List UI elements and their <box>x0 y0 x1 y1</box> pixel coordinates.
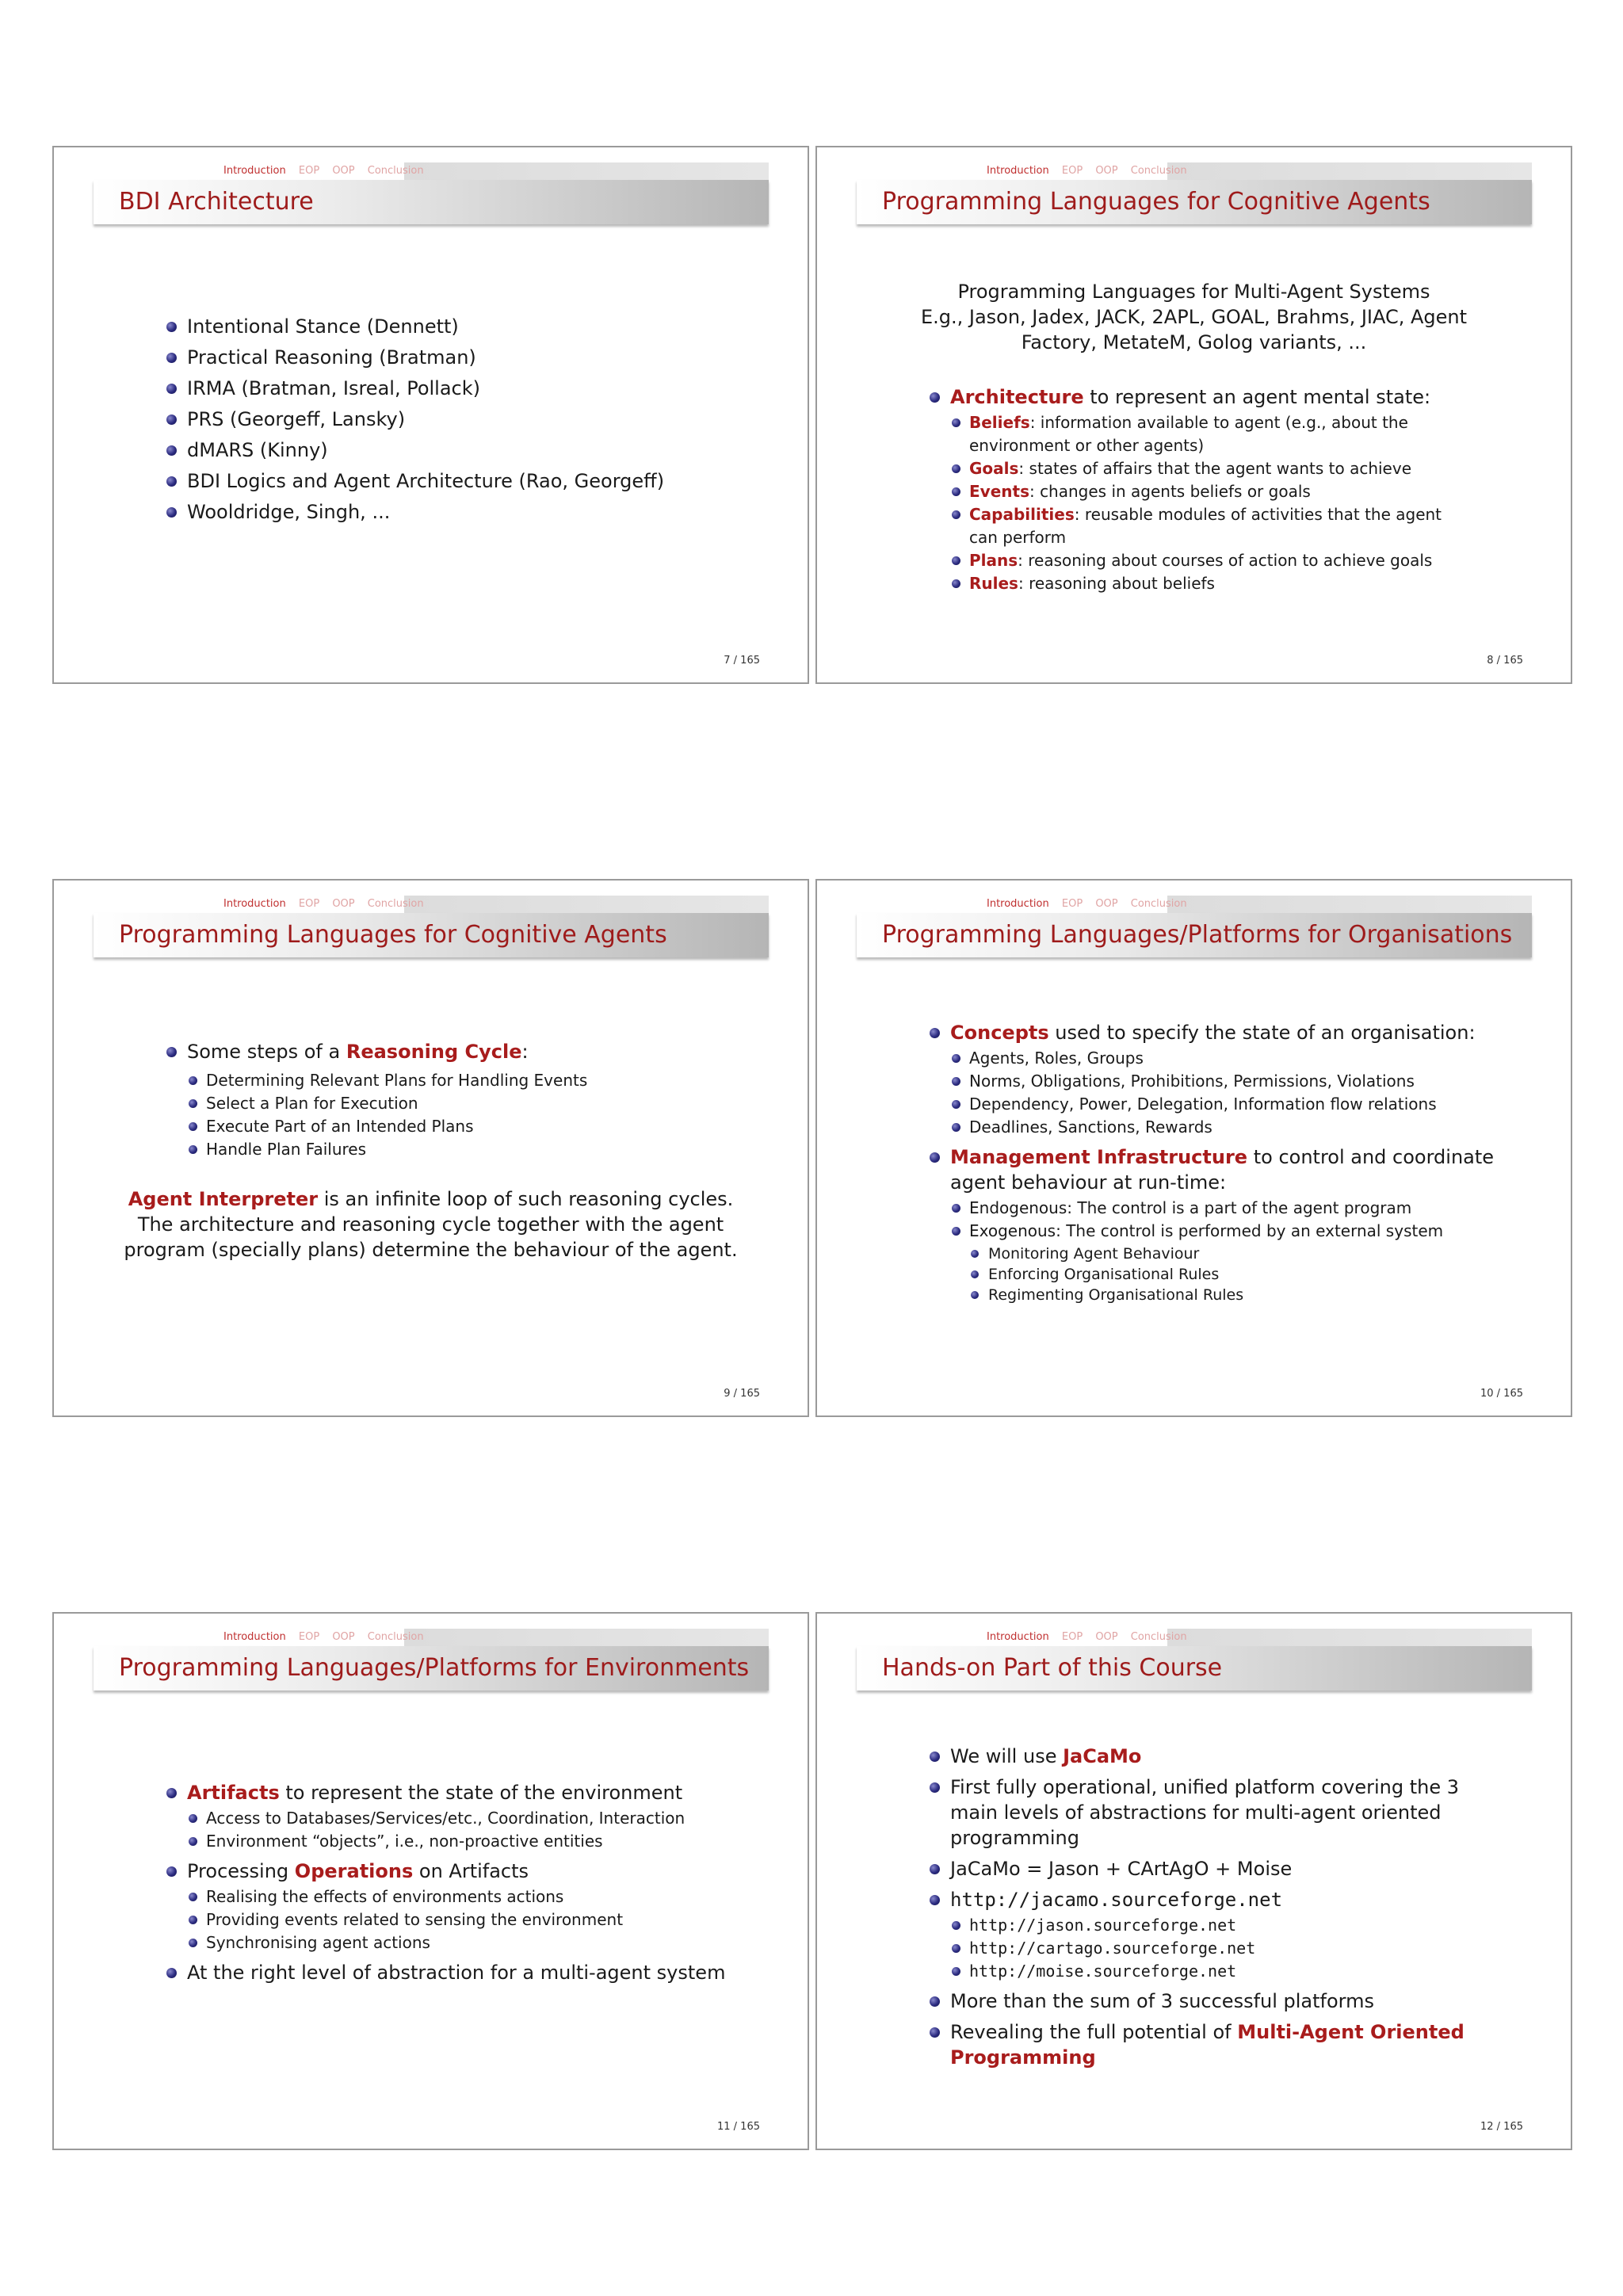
list-item <box>928 1020 1514 1139</box>
item-text: used to specify the state of an organisation: <box>1048 1022 1476 1044</box>
list-item: At the right level of abstraction for a multi-agent system <box>165 1960 767 1985</box>
sub-item <box>950 1937 1483 1960</box>
nav-eop[interactable]: EOP <box>298 898 320 910</box>
bullet-list <box>928 1744 1483 2070</box>
keyword: Rules <box>969 574 1018 593</box>
sub-item: Agents, Roles, Groups <box>950 1047 1514 1070</box>
section-navbar <box>94 896 769 913</box>
sub-item: Realising the effects of environments actions <box>187 1885 767 1908</box>
list-item <box>928 1887 1483 1983</box>
nav-conclusion[interactable]: Conclusion <box>1130 1631 1187 1643</box>
list-item: BDI Logics and Agent Architecture (Rao, Georgeff) <box>165 468 808 494</box>
item-text: on Artifacts <box>413 1860 529 1882</box>
list-item <box>165 1859 767 1954</box>
sub-item <box>950 457 1467 480</box>
nav-eop[interactable]: EOP <box>298 165 320 177</box>
nav-introduction[interactable]: Introduction <box>223 165 286 177</box>
keyword: Events <box>969 482 1029 501</box>
page-number: 11 / 165 <box>717 2121 760 2133</box>
slide-8 <box>815 146 1572 684</box>
sub-item: Execute Part of an Intended Plans <box>187 1115 808 1138</box>
keyword: JaCaMo <box>1063 1745 1142 1767</box>
sub-list <box>187 1069 808 1161</box>
bullet-list <box>928 1020 1514 1305</box>
sub-item: Handle Plan Failures <box>187 1138 808 1161</box>
list-item: More than the sum of 3 successful platforms <box>928 1988 1483 2014</box>
slide-title-bar <box>857 913 1532 957</box>
sub-item: Norms, Obligations, Prohibitions, Permissions, Violations <box>950 1070 1514 1093</box>
intro-line: Programming Languages for Multi-Agent Systems <box>957 281 1430 303</box>
slide-11 <box>52 1612 809 2150</box>
sub-item: Environment “objects”, i.e., non-proactive entities <box>187 1830 767 1853</box>
keyword: Architecture <box>950 386 1084 408</box>
nav-introduction[interactable]: Introduction <box>987 165 1049 177</box>
slide-title: Programming Languages for Cognitive Agents <box>882 188 1430 216</box>
list-item <box>928 384 1467 595</box>
nav-introduction[interactable]: Introduction <box>223 1631 286 1643</box>
sub-item: Dependency, Power, Delegation, Information flow relations <box>950 1093 1514 1116</box>
page-number: 10 / 165 <box>1480 1388 1523 1400</box>
sub-item: Endogenous: The control is a part of the agent program <box>950 1197 1514 1220</box>
item-text: to represent the state of the environment <box>279 1782 683 1804</box>
list-item: Wooldridge, Singh, ... <box>165 499 808 525</box>
section-navbar <box>94 162 769 180</box>
slide-title-bar <box>94 1646 769 1690</box>
list-item <box>928 1144 1514 1305</box>
slide-title-bar <box>94 180 769 224</box>
slide-content <box>928 384 1467 601</box>
keyword: Management Infrastructure <box>950 1146 1248 1168</box>
slide-title-bar <box>857 180 1532 224</box>
item-text: to control and coordinate agent behaviour at run-time: <box>950 1146 1495 1194</box>
para-line: program (specially plans) determine the behaviour of the agent. <box>124 1239 738 1261</box>
keyword: Reasoning Cycle <box>346 1041 522 1063</box>
sub-item: Providing events related to sensing the environment <box>187 1908 767 1931</box>
slide-title: Programming Languages/Platforms for Environments <box>119 1654 750 1682</box>
list-item <box>165 1780 767 1853</box>
sub-item <box>950 503 1467 549</box>
para-line <box>54 1186 808 1212</box>
sub-list <box>950 411 1467 595</box>
bullet-list <box>165 1039 808 1161</box>
bullet-list <box>165 314 808 525</box>
section-navbar <box>857 162 1532 180</box>
nav-oop[interactable]: OOP <box>1095 898 1118 910</box>
nav-conclusion[interactable]: Conclusion <box>367 898 424 910</box>
nav-conclusion[interactable]: Conclusion <box>1130 165 1187 177</box>
bullet-list <box>928 384 1467 595</box>
slide-7 <box>52 146 809 684</box>
nav-introduction[interactable]: Introduction <box>987 1631 1049 1643</box>
sub-list <box>187 1885 767 1954</box>
bullet-list <box>165 1780 767 1985</box>
nav-oop[interactable]: OOP <box>332 165 355 177</box>
page-number: 8 / 165 <box>1487 655 1523 667</box>
nav-oop[interactable]: OOP <box>332 1631 355 1643</box>
item-text: Some steps of a <box>187 1041 346 1063</box>
sub-item: Deadlines, Sanctions, Rewards <box>950 1116 1514 1139</box>
slide-content <box>928 1020 1514 1311</box>
list-item: IRMA (Bratman, Isreal, Pollack) <box>165 376 808 401</box>
sub-item: Access to Databases/Services/etc., Coordination, Interaction <box>187 1807 767 1830</box>
sub-item <box>950 1960 1483 1983</box>
slide-content <box>165 314 808 530</box>
item-text: Revealing the full potential of <box>950 2021 1238 2043</box>
slide-content <box>928 1744 1483 2076</box>
para-text: is an infinite loop of such reasoning cycles. <box>318 1188 734 1210</box>
sub-item: Synchronising agent actions <box>187 1931 767 1954</box>
intro-line: E.g., Jason, Jadex, JACK, 2APL, GOAL, Brahms, JIAC, Agent <box>920 306 1468 328</box>
list-item: Intentional Stance (Dennett) <box>165 314 808 339</box>
sub-item <box>950 1220 1514 1305</box>
sub-item: Select a Plan for Execution <box>187 1092 808 1115</box>
slide-title-bar <box>857 1646 1532 1690</box>
keyword: Artifacts <box>187 1782 280 1804</box>
sub-item-text: : reasoning about courses of action to achieve goals <box>1018 551 1433 570</box>
sub-item <box>950 549 1467 572</box>
sub-sub-list <box>969 1244 1514 1305</box>
page-number: 7 / 165 <box>724 655 760 667</box>
sub-item-text: : states of affairs that the agent wants to achieve <box>1018 459 1411 478</box>
item-text: to represent an agent mental state: <box>1083 386 1431 408</box>
list-item <box>928 1744 1483 1769</box>
section-navbar <box>94 1629 769 1646</box>
list-item: PRS (Georgeff, Lansky) <box>165 407 808 432</box>
keyword: Plans <box>969 551 1018 570</box>
url-link[interactable]: http://jason.sourceforge.net <box>969 1916 1237 1935</box>
section-navbar <box>857 896 1532 913</box>
sub-item <box>950 572 1467 595</box>
sub-item <box>950 480 1467 503</box>
nav-eop[interactable]: EOP <box>1061 165 1083 177</box>
sub-list <box>950 1197 1514 1305</box>
slide-12 <box>815 1612 1572 2150</box>
nav-oop[interactable]: OOP <box>1095 165 1118 177</box>
nav-eop[interactable]: EOP <box>1061 898 1083 910</box>
sub-item <box>950 411 1467 457</box>
keyword: Beliefs <box>969 413 1030 432</box>
item-text: : <box>521 1041 529 1063</box>
nav-eop[interactable]: EOP <box>298 1631 320 1643</box>
slide-title-bar <box>94 913 769 957</box>
slide-title: Programming Languages for Cognitive Agents <box>119 921 667 949</box>
keyword: Operations <box>294 1860 414 1882</box>
sub-item: Determining Relevant Plans for Handling Events <box>187 1069 808 1092</box>
sub-item-text: : changes in agents beliefs or goals <box>1029 482 1311 501</box>
sub-item-text: : reasoning about beliefs <box>1018 574 1215 593</box>
url-link[interactable]: http://jacamo.sourceforge.net <box>950 1889 1283 1911</box>
sub-list <box>950 1047 1514 1139</box>
keyword: Agent Interpreter <box>128 1188 319 1210</box>
sub-item-text: : information available to agent (e.g., about the environment or other agents) <box>969 413 1408 455</box>
sub-sub-item: Enforcing Organisational Rules <box>969 1264 1514 1285</box>
list-item: Practical Reasoning (Bratman) <box>165 345 808 370</box>
sub-list <box>950 1914 1483 1983</box>
slide-title: Programming Languages/Platforms for Organisations <box>882 921 1513 949</box>
sub-sub-item: Monitoring Agent Behaviour <box>969 1244 1514 1264</box>
page-number: 9 / 165 <box>724 1388 760 1400</box>
keyword: Goals <box>969 459 1019 478</box>
nav-conclusion[interactable]: Conclusion <box>367 1631 424 1643</box>
keyword: Concepts <box>950 1022 1049 1044</box>
nav-oop[interactable]: OOP <box>1095 1631 1118 1643</box>
keyword: Capabilities <box>969 505 1075 524</box>
list-item <box>928 2019 1483 2070</box>
slide-title: Hands-on Part of this Course <box>882 1654 1223 1682</box>
slide-content <box>165 1780 767 1991</box>
intro-text <box>817 279 1571 355</box>
sub-item <box>950 1914 1483 1937</box>
list-item: dMARS (Kinny) <box>165 437 808 463</box>
list-item: First fully operational, unified platform covering the 3 main levels of abstractions for multi-agent oriented programming <box>928 1775 1483 1851</box>
nav-conclusion[interactable]: Conclusion <box>367 165 424 177</box>
list-item: JaCaMo = Jason + CArtAgO + Moise <box>928 1856 1483 1881</box>
item-text: We will use <box>950 1745 1064 1767</box>
sub-item-text: Exogenous: The control is performed by an external system <box>969 1221 1444 1240</box>
slide-title: BDI Architecture <box>119 188 314 216</box>
item-text: Processing <box>187 1860 295 1882</box>
section-navbar <box>857 1629 1532 1646</box>
slide-9 <box>52 879 809 1417</box>
sub-list <box>187 1807 767 1853</box>
sub-sub-item: Regimenting Organisational Rules <box>969 1285 1514 1305</box>
nav-oop[interactable]: OOP <box>332 898 355 910</box>
nav-conclusion[interactable]: Conclusion <box>1130 898 1187 910</box>
intro-line: Factory, MetateM, Golog variants, ... <box>1021 331 1367 353</box>
keyword: Multi-Agent Oriented Programming <box>950 2021 1465 2069</box>
interpreter-paragraph <box>54 1186 808 1263</box>
nav-introduction[interactable]: Introduction <box>987 898 1049 910</box>
sub-item-text: : reusable modules of activities that the agent can perform <box>969 505 1442 547</box>
para-line: The architecture and reasoning cycle together with the agent <box>137 1213 724 1236</box>
url-link[interactable]: http://cartago.sourceforge.net <box>969 1939 1256 1958</box>
page-number: 12 / 165 <box>1480 2121 1523 2133</box>
slide-content <box>165 1039 808 1167</box>
list-item <box>165 1039 808 1161</box>
nav-introduction[interactable]: Introduction <box>223 898 286 910</box>
nav-eop[interactable]: EOP <box>1061 1631 1083 1643</box>
url-link[interactable]: http://moise.sourceforge.net <box>969 1962 1237 1981</box>
slide-10 <box>815 879 1572 1417</box>
